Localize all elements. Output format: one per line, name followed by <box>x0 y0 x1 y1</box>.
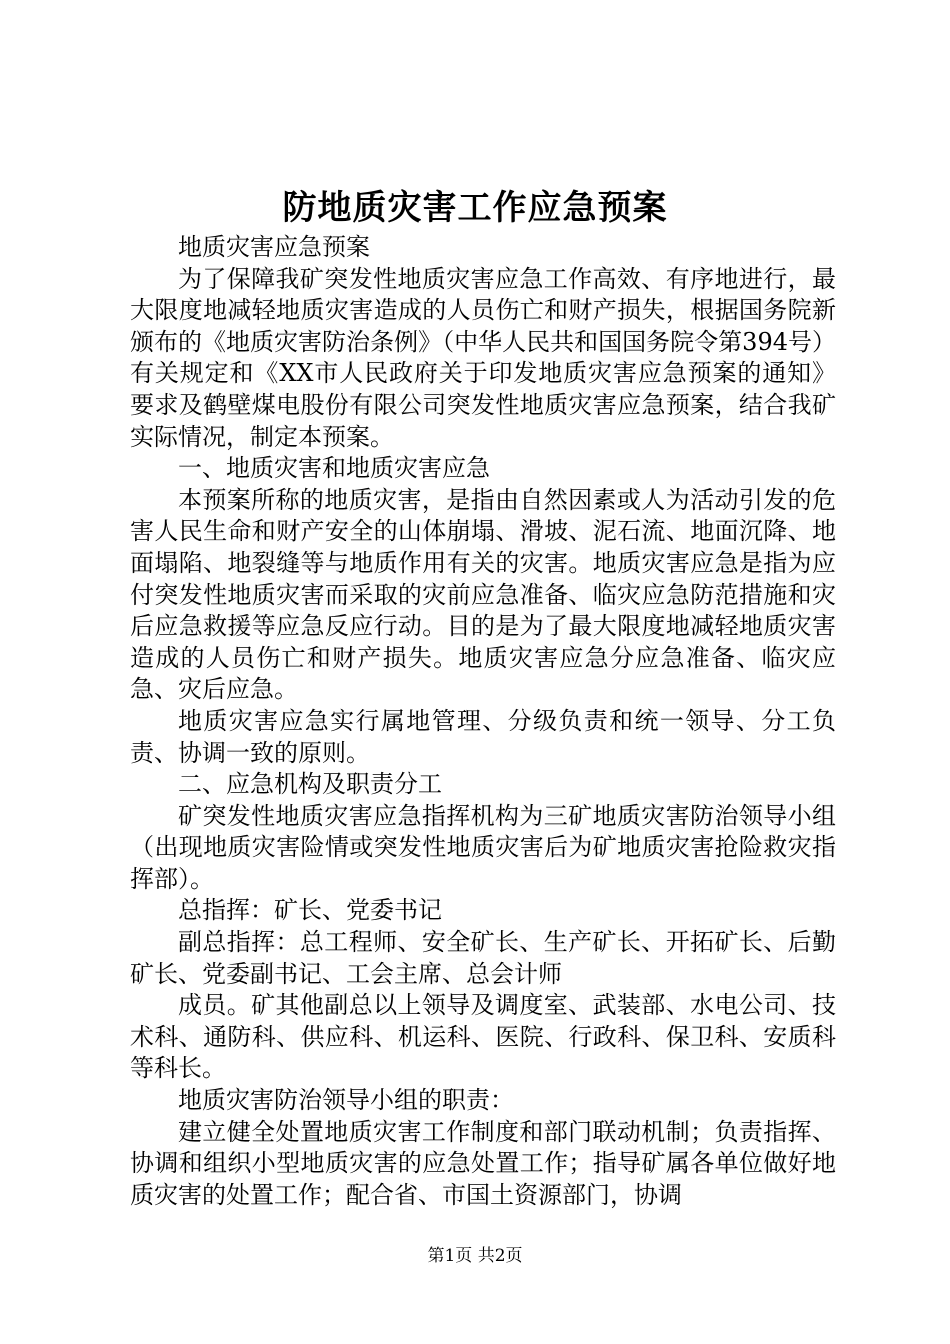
paragraph: 副总指挥：总工程师、安全矿长、生产矿长、开拓矿长、后勤矿长、党委副书记、工会主席、总会计师 <box>130 928 836 988</box>
paragraph: 矿突发性地质灾害应急指挥机构为三矿地质灾害防治领导小组（出现地质灾害险情或突发性地质灾害后为矿地质灾害抢险救灾指挥部）。 <box>130 801 836 893</box>
paragraph: 总指挥：矿长、党委书记 <box>178 896 442 925</box>
paragraph: 地质灾害应急预案 <box>178 233 370 261</box>
document-title: 防地质灾害工作应急预案 <box>282 188 668 228</box>
section-heading: 一、地质灾害和地质灾害应急 <box>178 454 490 483</box>
paragraph: 成员。矿其他副总以上领导及调度室、武装部、水电公司、技术科、通防科、供应科、机运科、医院、行政科、保卫科、安质科等科长。 <box>130 991 836 1083</box>
section-heading: 二、应急机构及职责分工 <box>178 770 442 799</box>
page-footer: 第1页 共2页 <box>427 1246 523 1266</box>
paragraph: 为了保障我矿突发性地质灾害应急工作高效、有序地进行，最大限度地减轻地质灾害造成的人员伤亡和财产损失，根据国务院新颁布的《地质灾害防治条例》（中华人民共和国国务院令第394号）有关规定和《XX市人民政府关于印发地质灾害应急预案的通知》要求及鹤壁煤电股份有限公司突发性地质灾害应急预案，结合我矿实际情况，制定本预案。 <box>130 264 836 451</box>
paragraph: 建立健全处置地质灾害工作制度和部门联动机制；负责指挥、协调和组织小型地质灾害的应急处置工作；指导矿属各单位做好地质灾害的处置工作；配合省、市国土资源部门，协调 <box>130 1117 836 1209</box>
document-body <box>130 232 836 1211</box>
paragraph: 地质灾害应急实行属地管理、分级负责和统一领导、分工负责、协调一致的原则。 <box>130 706 836 767</box>
paragraph: 地质灾害防治领导小组的职责： <box>178 1086 514 1115</box>
paragraph: 本预案所称的地质灾害，是指由自然因素或人为活动引发的危害人民生命和财产安全的山体崩塌、滑坡、泥石流、地面沉降、地面塌陷、地裂缝等与地质作用有关的灾害。地质灾害应急是指为应付突发性地质灾害而采取的灾前应急准备、临灾应急防范措施和灾后应急救援等应急反应行动。目的是为了最大限度地减轻地质灾害造成的人员伤亡和财产损失。地质灾害应急分应急准备、临灾应急、灾后应急。 <box>130 485 836 704</box>
